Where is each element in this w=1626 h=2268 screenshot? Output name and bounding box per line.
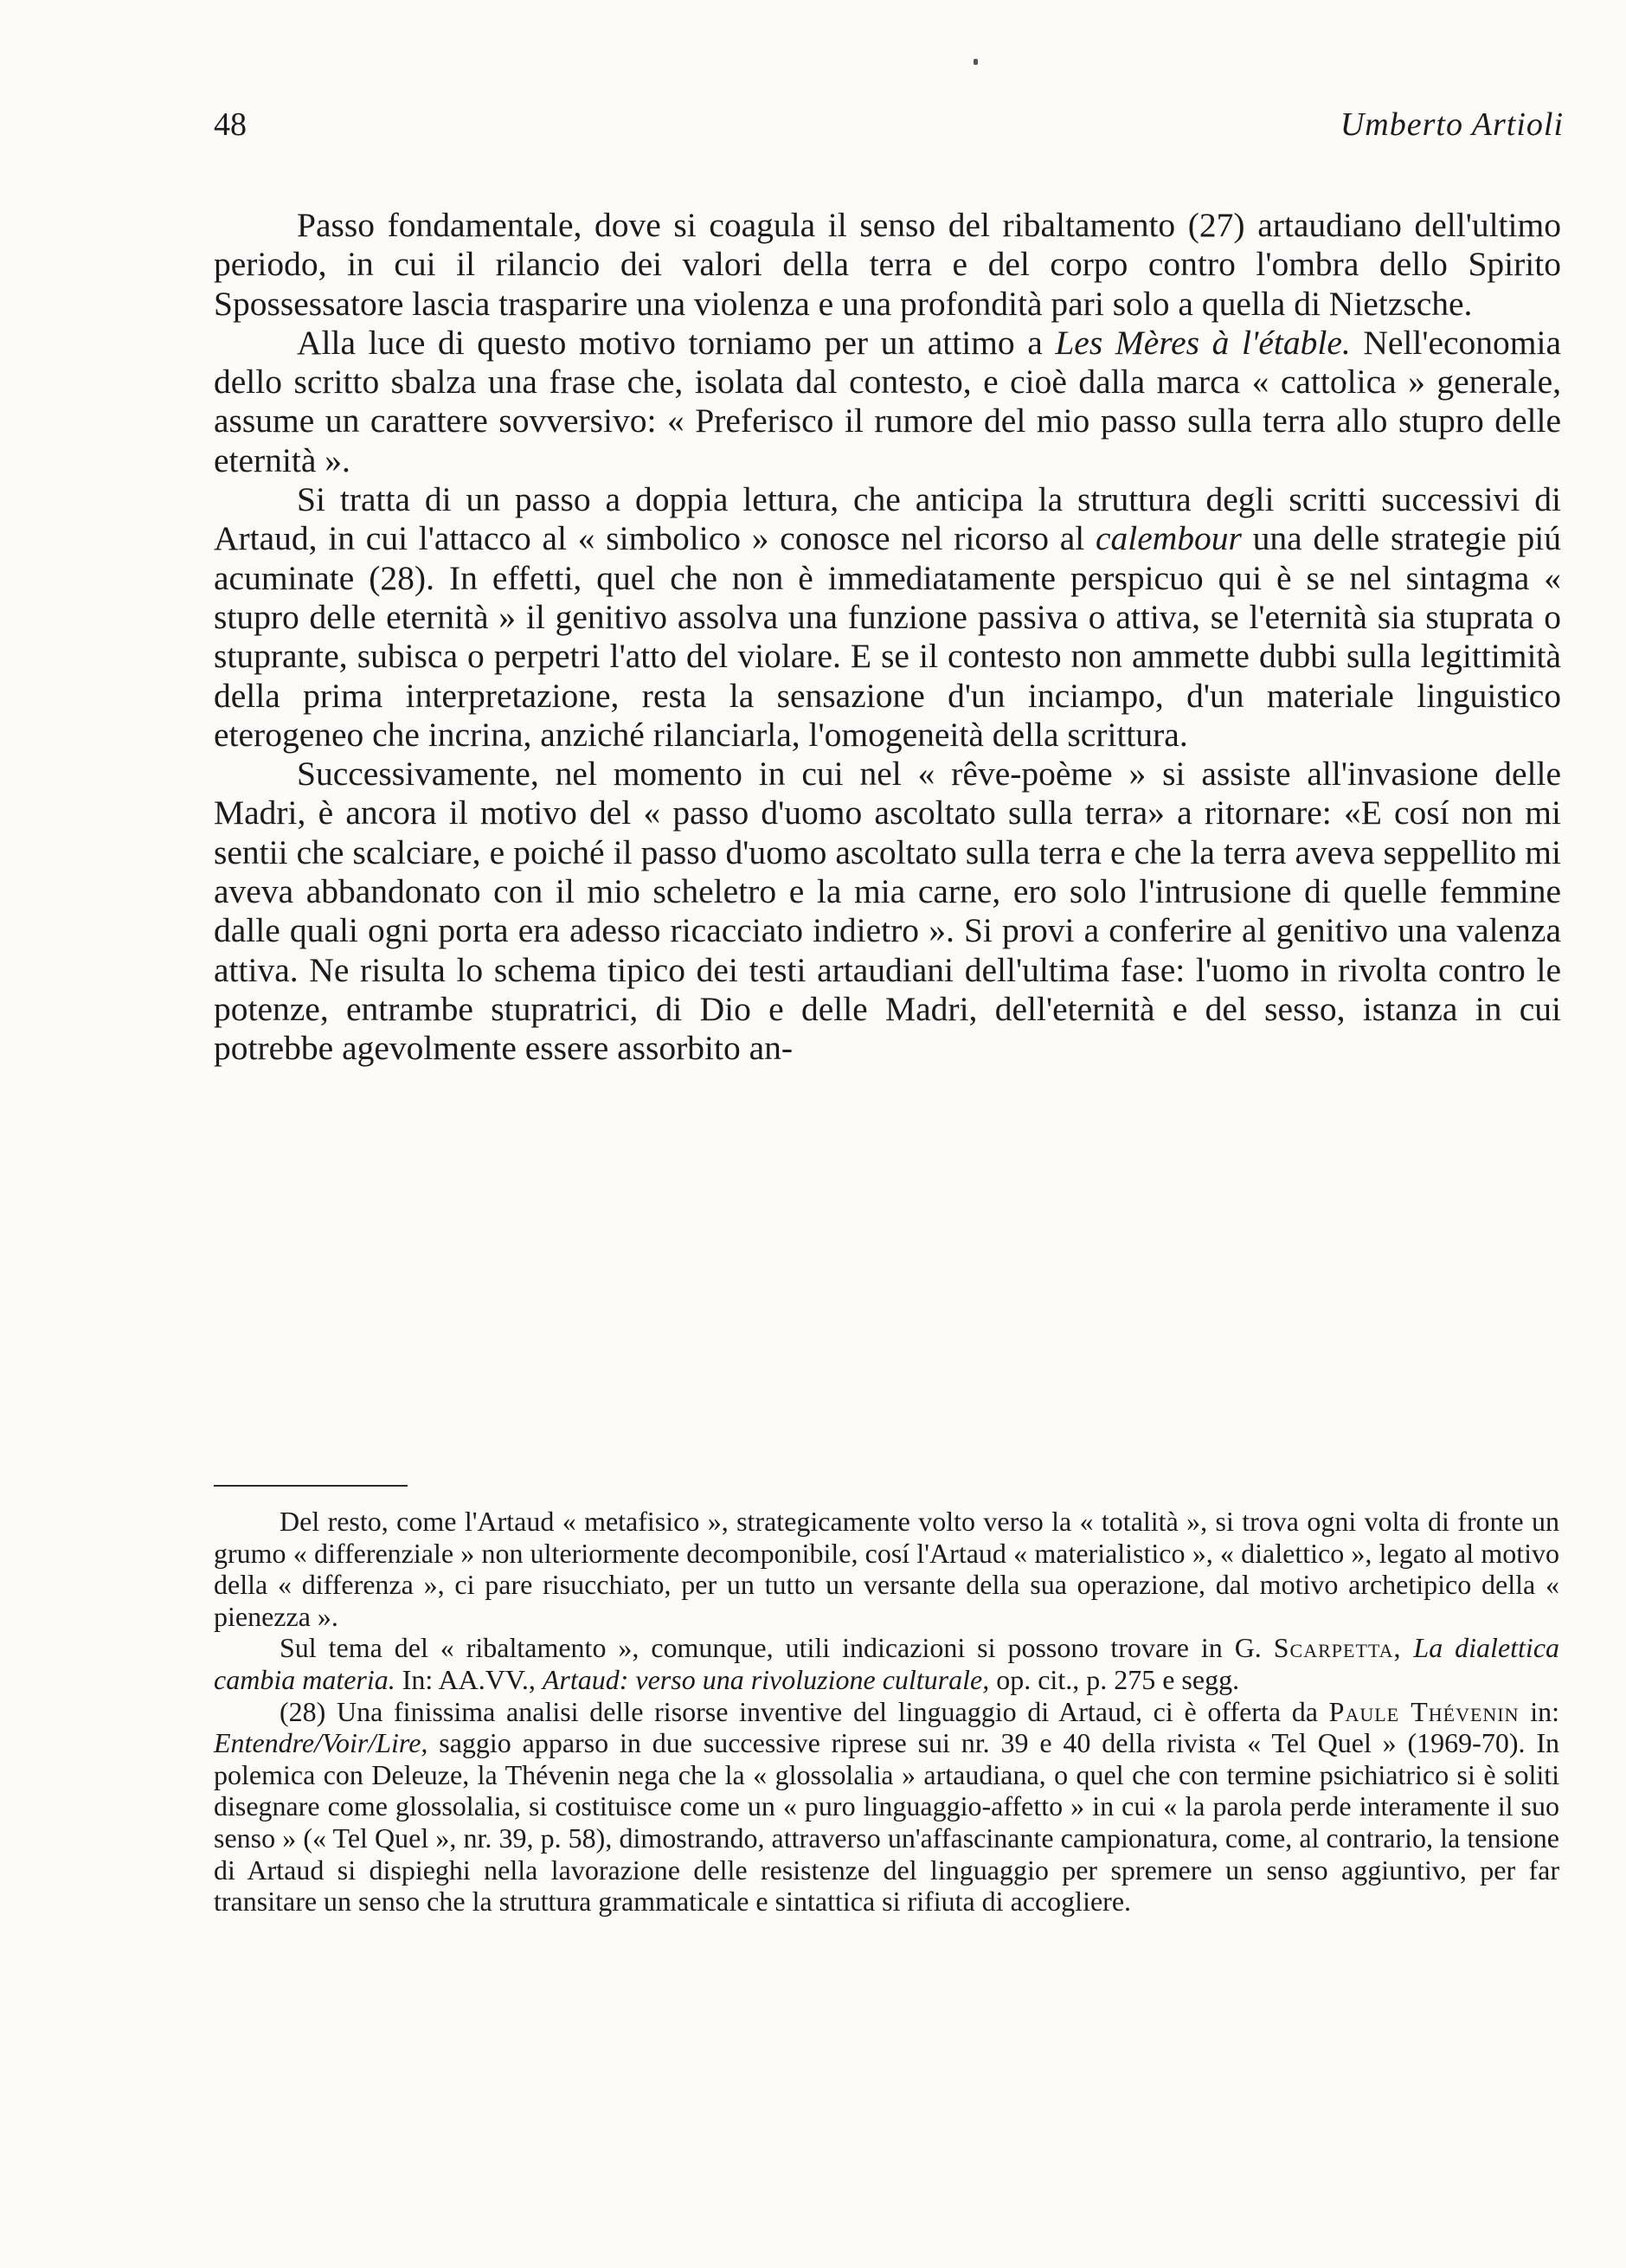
paragraph-4-text: Successivamente, nel momento in cui nel « rêve-poème » si assiste all'invasione delle Madri, è ancora il motivo del « passo d'uomo ascoltato sulla terra» a ritornare: «E cosí non mi sentii che scalciare, e poiché il passo d'uomo ascoltato sulla terra e che la terra aveva seppellito mi aveva abbandonato con il mio scheletro e la mia carne, ero solo l'intrusione di quelle femmine dalle quali ogni porta era adesso ricacciato indietro ». Si provi a conferire al genitivo una valenza attiva. Ne risulta lo schema tipico dei testi artaudiani dell'ultima fase: l'uomo in rivolta contro le potenze, entrambe stupratrici, di Dio e delle Madri, dell'eternità e del sesso, istanza in cui potrebbe agevolmente essere assorbito an-	[214, 755, 1561, 1068]
footnote-28-author: Paule Thévenin	[1328, 1695, 1520, 1727]
paragraph-2	[214, 324, 1561, 480]
paragraph-3-text-a: Si tratta di un passo a doppia lettura, che anticipa la struttura degli scritti successivi di Artaud, in cui l'attacco al « simbolico » conosce nel ricorso al	[214, 480, 1561, 558]
footnote-2-text-b: In: AA.VV.,	[395, 1663, 543, 1695]
paragraph-3-term: calembour	[1095, 519, 1242, 558]
footnote-continuation-text: Del resto, come l'Artaud « metafisico », strategicamente volto verso la « totalità », si trova ogni volta di fronte un grumo « differenziale » non ulteriormente decomponibile, cosí l'Artaud « materialistico », « dialettico », legato al motivo della « differenza », ci pare risucchiato, per un tutto un versante della sua operazione, dal motivo archetipico della « pienezza ».	[214, 1506, 1559, 1632]
footnote-divider	[214, 1485, 408, 1487]
footnote-2-title: La dialettica cambia materia.	[214, 1632, 1560, 1695]
paragraph-2-title: Les Mères à l'étable.	[1055, 323, 1351, 362]
footnote-28-title: Entendre/Voir/Lire,	[214, 1727, 428, 1759]
footnote-28	[214, 1696, 1559, 1918]
footnote-2-title-2: Artaud: verso una rivoluzione culturale,	[542, 1663, 990, 1695]
footnote-28-text-c: saggio apparso in due successive riprese sui nr. 39 e 40 della rivista « Tel Quel » (1969-70). In polemica con Deleuze, la Thévenin nega che la « glossolalia » artaudiana, o quel che con termine psichiatrico si è soliti disegnare come glossolalia, si costituisce come un « puro linguaggio-affetto » in cui « la parola perde interamente il suo senso » (« Tel Quel », nr. 39, p. 58), dimostrando, attraverso un'affascinante campionatura, come, al contrario, la tensione di Artaud si dispieghi nella lavorazione delle resistenze del linguaggio per spremere un senso aggiuntivo, per far transitare un senso che la struttura grammaticale e sintattica si rifiuta di accogliere.	[214, 1727, 1559, 1918]
running-head-author: Umberto Artioli	[1340, 106, 1564, 143]
body-text	[214, 206, 1561, 1069]
footnotes	[214, 1506, 1559, 1918]
paragraph-2-text-a: Alla luce di questo motivo torniamo per un attimo a	[297, 323, 1056, 362]
running-head	[214, 106, 1564, 157]
footnote-28-text-b: in:	[1519, 1695, 1560, 1727]
print-speck	[974, 59, 978, 65]
paragraph-3-text-b: una delle strategie piú acuminate (28). In effetti, quel che non è immediatamente perspicuo qui è se nel sintagma « stupro delle eternità » il genitivo assolva una funzione passiva o attiva, se l'eternità sia stuprata o stuprante, subisca o perpetri l'atto del violare. E se il contesto non ammette dubbi sulla legittimità della prima interpretazione, resta la sensazione d'un inciampo, d'un materiale linguistico eterogeneo che incrina, anziché rilanciarla, l'omogeneità della scrittura.	[214, 519, 1561, 754]
paragraph-1-text: Passo fondamentale, dove si coagula il senso del ribaltamento (27) artaudiano dell'ultimo periodo, in cui il rilancio dei valori della terra e del corpo contro l'ombra dello Spirito Spossessatore lascia trasparire una violenza e una profondità pari solo a quella di Nietzsche.	[214, 206, 1561, 323]
footnote-ribaltamento	[214, 1632, 1559, 1695]
footnote-2-text-c: op. cit., p. 275 e segg.	[989, 1663, 1240, 1695]
paragraph-1	[214, 206, 1561, 324]
footnote-continuation	[214, 1506, 1559, 1632]
paragraph-4	[214, 755, 1561, 1068]
paragraph-2-text-b: Nell'economia dello scritto sbalza una frase che, isolata dal contesto, e cioè dalla marca « cattolica » generale, assume un carattere sovversivo: « Preferisco il rumore del mio passo sulla terra allo stupro delle eternità ».	[214, 323, 1561, 479]
footnote-2-author: Scarpetta,	[1273, 1632, 1402, 1664]
paragraph-3	[214, 480, 1561, 755]
page-number: 48	[214, 106, 247, 143]
footnote-2-text-a: Sul tema del « ribaltamento », comunque, utili indicazioni si possono trovare in G.	[280, 1632, 1274, 1664]
footnote-28-text-a: (28) Una finissima analisi delle risorse inventive del linguaggio di Artaud, ci è offerta da	[280, 1695, 1329, 1727]
